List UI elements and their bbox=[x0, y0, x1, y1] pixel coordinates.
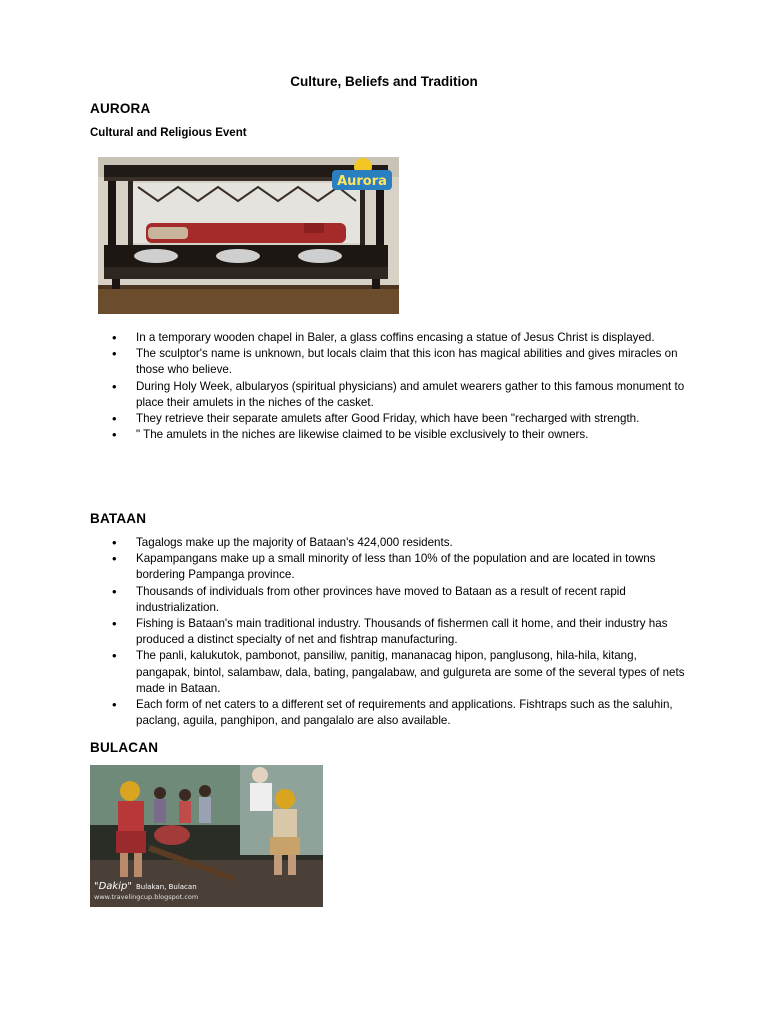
subheading-cultural-religious-event: Cultural and Religious Event bbox=[90, 127, 247, 139]
list-item: • Kapampangans make up a small minority of less than 10% of the population and are located in towns bordering Pampanga province. bbox=[112, 551, 692, 583]
list-item: • Fishing is Bataan's main traditional industry. Thousands of fishermen call it home, and their industry has produced a distinct specialty of net and fishtrap manufacturing. bbox=[112, 616, 692, 648]
aurora-logo-text: Aurora bbox=[337, 174, 387, 189]
list-item: • They retrieve their separate amulets after Good Friday, which have been "recharged with strength. bbox=[112, 411, 692, 427]
list-item: • The panli, kalukutok, pambonot, pansiliw, panitig, mananacag hipon, panglusong, hila-hila, kitang, pangapak, bintol, salambaw, dala, bating, pangalabaw, and gulgureta are some of the several types of nets made in Bataan. bbox=[112, 648, 692, 697]
aurora-bullet-list bbox=[112, 330, 692, 443]
photo-caption: "Dakip" bbox=[94, 881, 132, 892]
document-title: Culture, Beliefs and Tradition bbox=[290, 74, 478, 89]
list-item: • During Holy Week, albularyos (spiritual physicians) and amulet wearers gather to this famous monument to place their amulets in the niches of the casket. bbox=[112, 379, 692, 411]
list-item: • Each form of net caters to a different set of requirements and applications. Fishtraps such as the saluhin, paclang, aguila, panghipon, and pangalalo are also available. bbox=[112, 697, 692, 729]
list-item: • The sculptor's name is unknown, but locals claim that this icon has magical abilities and gives miracles on those who believe. bbox=[112, 346, 692, 378]
list-item: • Tagalogs make up the majority of Bataan's 424,000 residents. bbox=[112, 535, 692, 551]
aurora-coffin-photo bbox=[98, 157, 399, 314]
photo-watermark: www.travelingcup.blogspot.com bbox=[94, 893, 199, 901]
list-item: • Thousands of individuals from other provinces have moved to Bataan as a result of recent rapid industrialization. bbox=[112, 584, 692, 616]
section-heading-aurora: AURORA bbox=[90, 101, 151, 116]
list-item: • In a temporary wooden chapel in Baler, a glass coffins encasing a statue of Jesus Christ is displayed. bbox=[112, 330, 692, 346]
list-item: • " The amulets in the niches are likewise claimed to be visible exclusively to their owners. bbox=[112, 427, 692, 443]
bulacan-dakip-photo bbox=[90, 765, 323, 907]
bataan-bullet-list bbox=[112, 535, 692, 729]
section-heading-bulacan: BULACAN bbox=[90, 740, 159, 755]
section-heading-bataan: BATAAN bbox=[90, 511, 147, 526]
photo-location: Bulakan, Bulacan bbox=[136, 883, 197, 891]
